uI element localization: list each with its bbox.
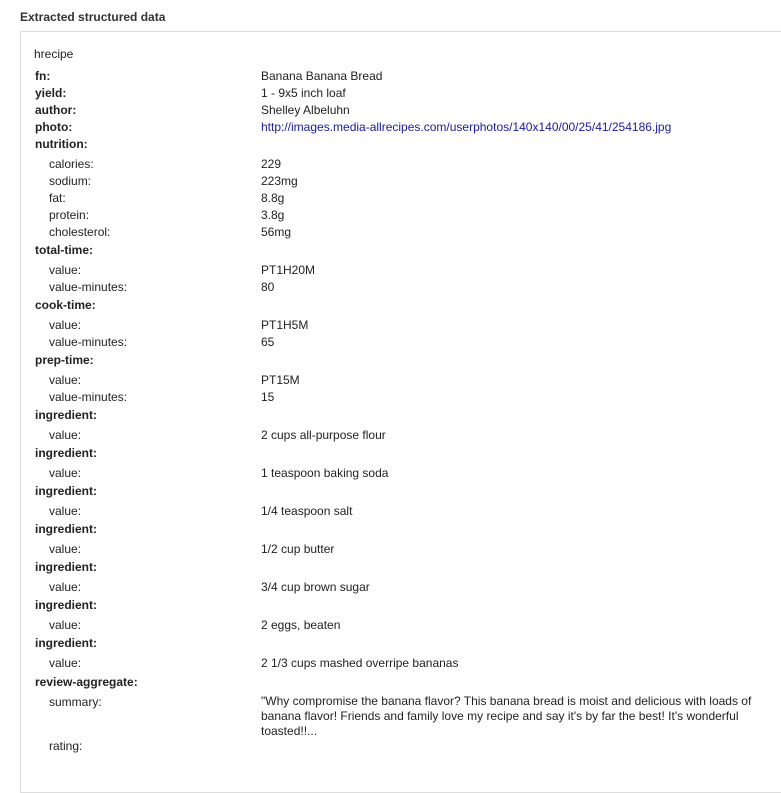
field-label: ingredient: xyxy=(35,484,97,498)
field-value: Shelley Albeluhn xyxy=(261,103,350,117)
ingredient-value: 3/4 cup brown sugar xyxy=(261,580,370,594)
field-label: value-minutes: xyxy=(49,335,128,349)
field-label: total-time: xyxy=(35,243,93,257)
field-value: "Why compromise the banana flavor? This banana bread is moist and delicious with loads of banana flavor! Friends and family love my recipe and say it's by far the best! It's wonderful toasted!!... xyxy=(261,694,752,738)
field-label: sodium: xyxy=(49,174,92,188)
field-label: value: xyxy=(49,542,82,556)
field-label: cholesterol: xyxy=(49,225,111,239)
field-label: ingredient: xyxy=(35,446,97,460)
field-value: PT15M xyxy=(261,373,300,387)
field-label: calories: xyxy=(49,157,94,171)
field-value: Banana Banana Bread xyxy=(261,69,383,83)
field-label: value: xyxy=(49,373,82,387)
field-label: fn: xyxy=(35,69,51,83)
ingredient-value: 2 eggs, beaten xyxy=(261,618,341,632)
field-label: value: xyxy=(49,656,82,670)
field-label: cook-time: xyxy=(35,298,96,312)
field-label: value: xyxy=(49,618,82,632)
field-label: value: xyxy=(49,580,82,594)
photo-link[interactable]: http://images.media-allrecipes.com/userphotos/140x140/00/25/41/254186.jpg xyxy=(261,120,672,134)
ingredient-value: 2 1/3 cups mashed overripe bananas xyxy=(261,656,459,670)
field-value: 65 xyxy=(261,335,275,349)
field-label: value: xyxy=(49,466,82,480)
field-value: PT1H20M xyxy=(261,263,316,277)
field-value: 80 xyxy=(261,280,275,294)
field-label: fat: xyxy=(49,191,66,205)
field-value: 229 xyxy=(261,157,282,171)
field-label: ingredient: xyxy=(35,636,97,650)
field-value: 223mg xyxy=(261,174,298,188)
field-label: value: xyxy=(49,428,82,442)
field-label: prep-time: xyxy=(35,353,94,367)
field-value: PT1H5M xyxy=(261,318,309,332)
field-label: nutrition: xyxy=(35,137,88,151)
field-label: value-minutes: xyxy=(49,280,128,294)
field-label: value: xyxy=(49,318,82,332)
field-value: 1 - 9x5 inch loaf xyxy=(261,86,346,100)
field-label: summary: xyxy=(49,695,102,709)
field-label: yield: xyxy=(35,86,67,100)
field-value: 3.8g xyxy=(261,208,285,222)
ingredient-value: 1 teaspoon baking soda xyxy=(261,466,389,480)
field-label: value: xyxy=(49,504,82,518)
field-label: photo: xyxy=(35,120,73,134)
field-label: ingredient: xyxy=(35,560,97,574)
photo-link-wrap xyxy=(261,119,671,136)
ingredient-value: 1/2 cup butter xyxy=(261,542,335,556)
field-label: ingredient: xyxy=(35,598,97,612)
field-label: ingredient: xyxy=(35,522,97,536)
field-label: ingredient: xyxy=(35,408,97,422)
field-label: protein: xyxy=(49,208,90,222)
field-label: rating: xyxy=(49,739,83,753)
field-label: value: xyxy=(49,263,82,277)
ingredient-value: 1/4 teaspoon salt xyxy=(261,504,353,518)
field-value: 56mg xyxy=(261,225,292,239)
field-value: 15 xyxy=(261,390,275,404)
item-type: hrecipe xyxy=(34,47,74,61)
field-label: review-aggregate: xyxy=(35,675,138,689)
field-value: 8.8g xyxy=(261,191,285,205)
field-label: value-minutes: xyxy=(49,390,128,404)
section-title: Extracted structured data xyxy=(20,10,166,24)
ingredient-value: 2 cups all-purpose flour xyxy=(261,428,386,442)
field-label: author: xyxy=(35,103,77,117)
